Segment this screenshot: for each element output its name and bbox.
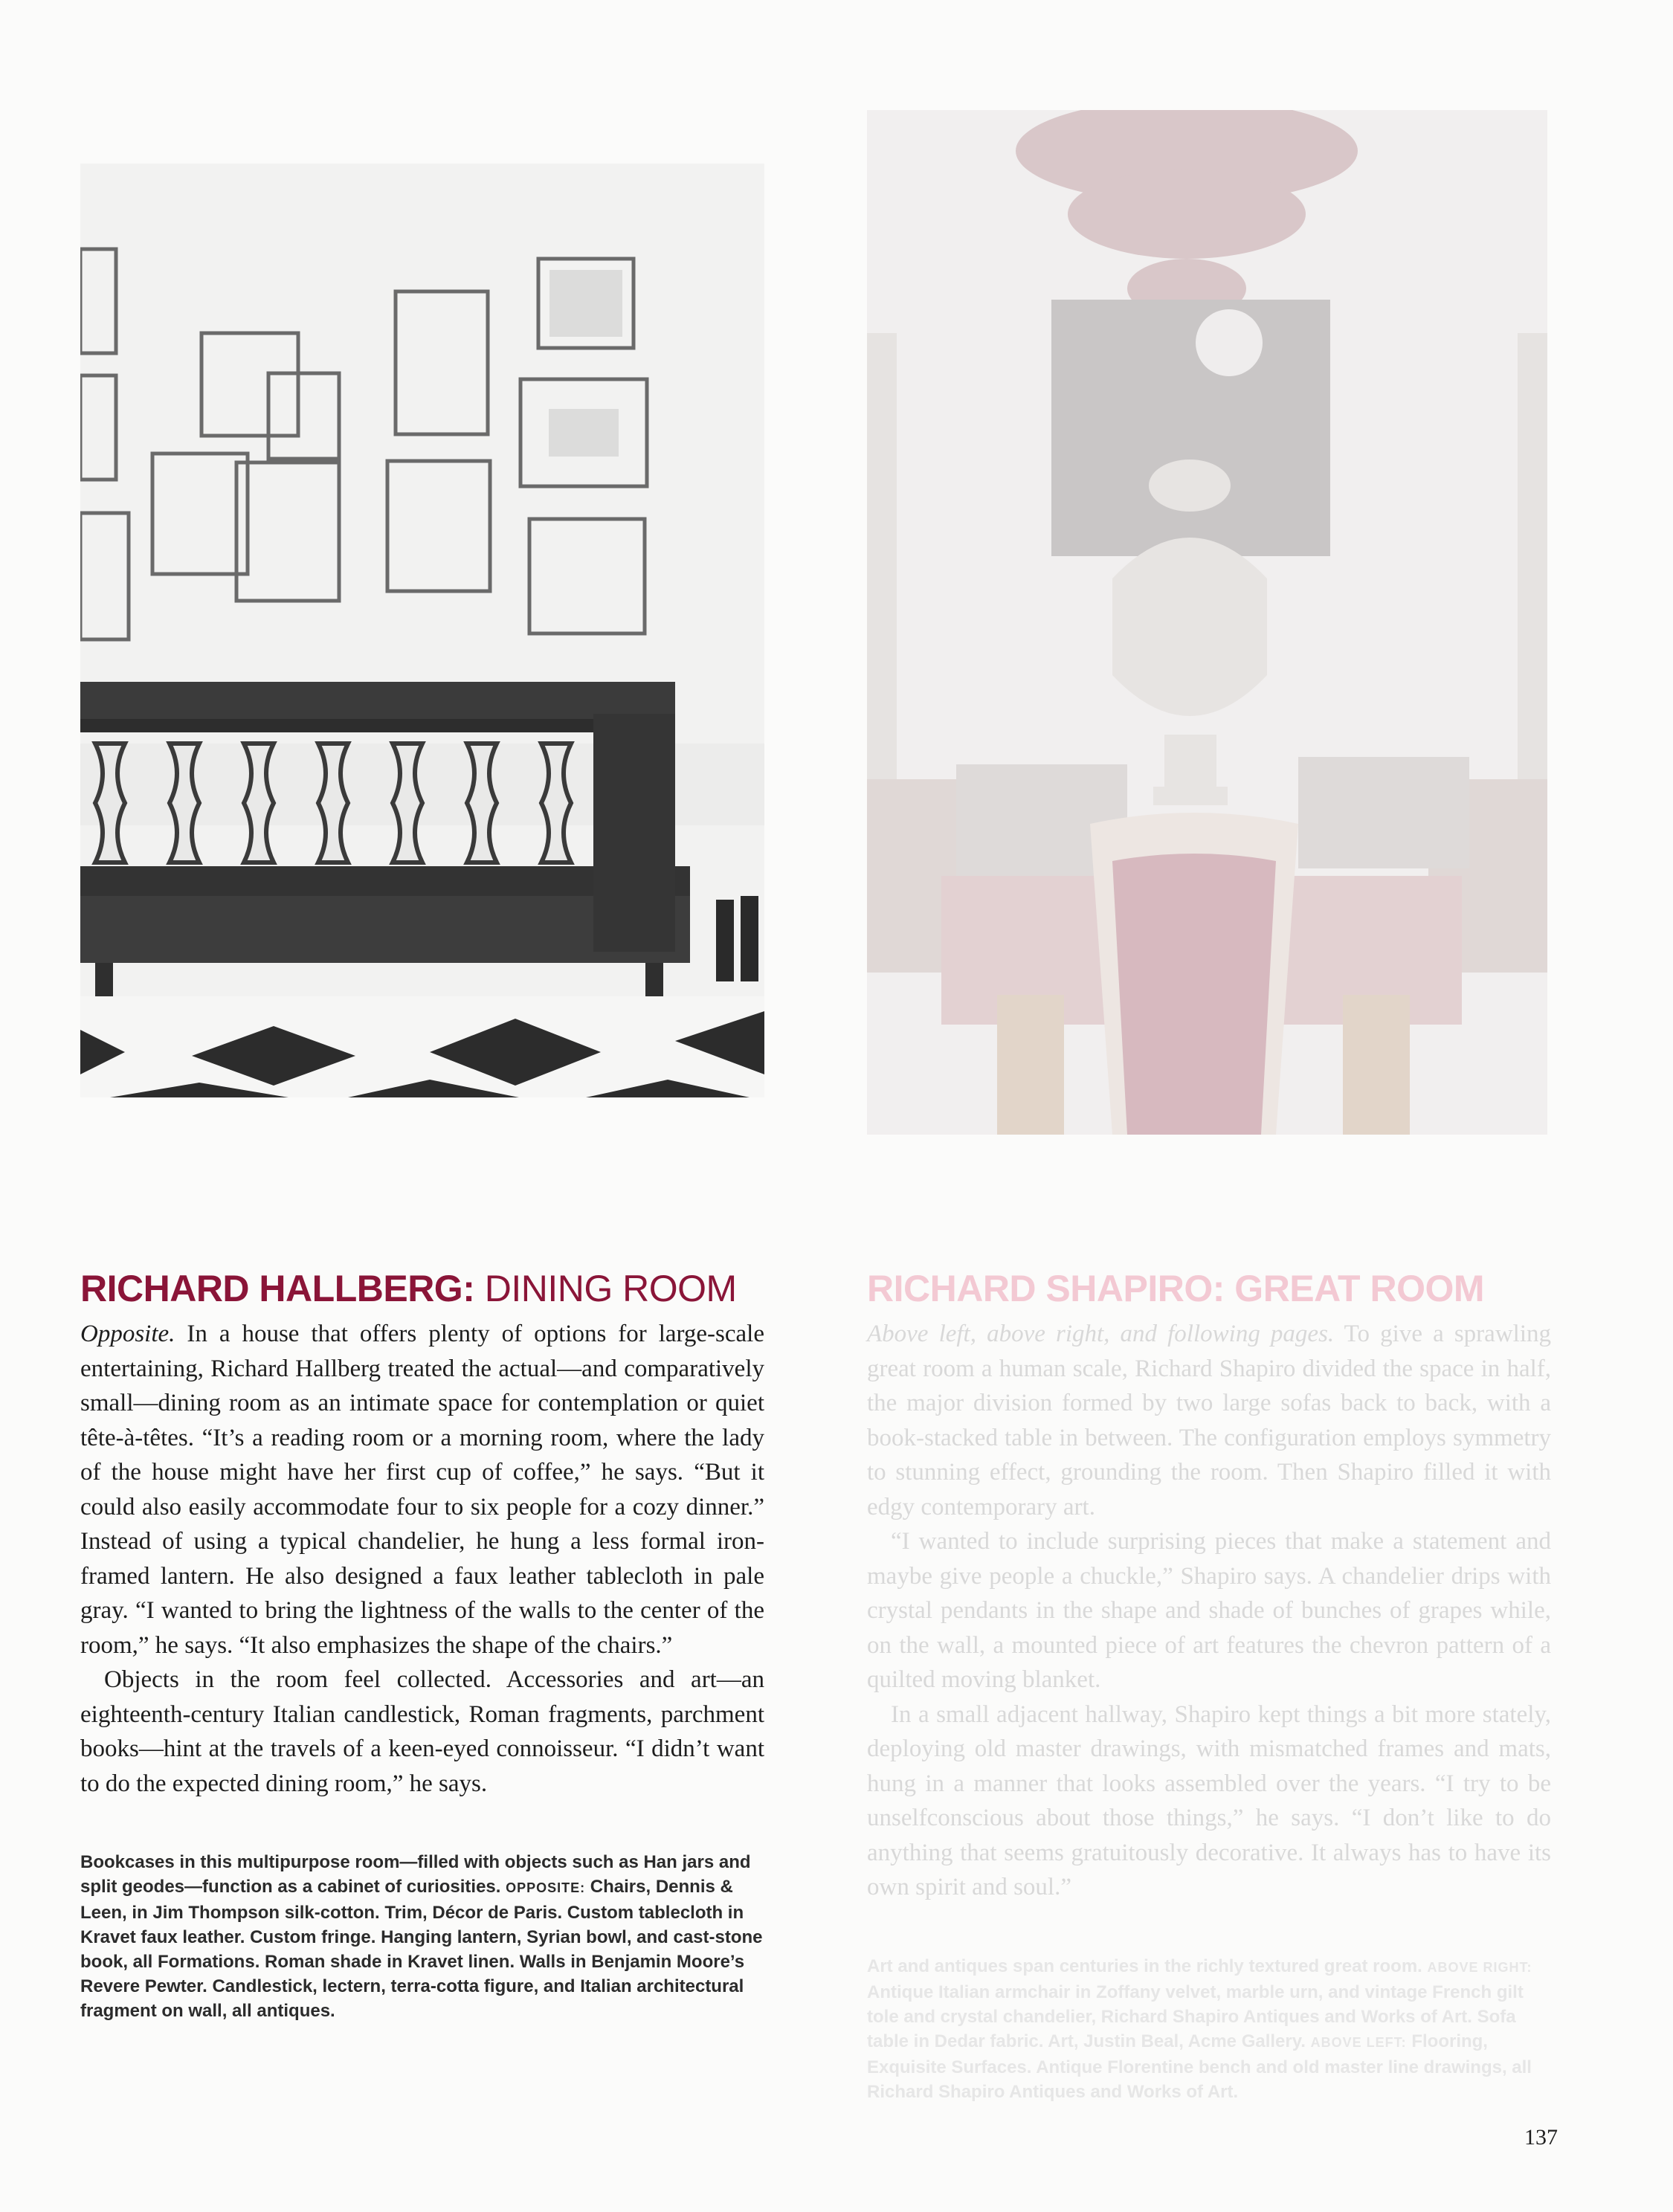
shapiro-lead: Above left, above right, and following pages.	[867, 1321, 1335, 1347]
hallberg-body	[80, 1317, 764, 1801]
hallberg-heading	[80, 1268, 764, 1309]
photo-hallway-bench	[80, 164, 764, 1097]
hallberg-lead: Opposite.	[80, 1321, 175, 1347]
shapiro-heading	[867, 1268, 1551, 1309]
hallberg-caption-a: Bookcases in this multipurpose room—filled with objects such as Han jars and split geodes—function as a cabinet of curiosities.	[80, 1852, 751, 1897]
shapiro-designer: RICHARD SHAPIRO:	[867, 1268, 1225, 1309]
hallberg-paragraph-2: Objects in the room feel collected. Accessories and art—an eighteenth-century Italian candlestick, Roman fragments, parchment books—hint at the travels of a keen-eyed connoisseur. “I didn’t want to do the expected dining room,” he says.	[80, 1666, 764, 1797]
hallberg-room: DINING ROOM	[474, 1268, 737, 1309]
shapiro-caption-a: Art and antiques span centuries in the richly textured great room.	[867, 1955, 1428, 1976]
shapiro-paragraph-3: In a small adjacent hallway, Shapiro kept things a bit more stately, deploying old master drawings, with mismatched frames and mats, hung in a manner that looks assembled over the years. “I try to be unselfconscious about those things,” he says. “I don’t like to do anything that seems gratuitously decorative. It always has to have its own spirit and soul.”	[867, 1700, 1551, 1900]
shapiro-p1-text: To give a sprawling great room a human scale, Richard Shapiro divided the space in half, the major division formed by two large sofas back to back, with a book-stacked table in between. The configuration employs symmetry to stunning effect, grounding the room. Then Shapiro filled it with edgy contemporary art.	[867, 1321, 1551, 1521]
shapiro-column	[867, 1268, 1551, 2104]
shapiro-caption	[867, 1954, 1551, 2104]
hallberg-caption	[80, 1850, 764, 2023]
shapiro-paragraph-2: “I wanted to include surprising pieces that make a statement and maybe give people a chuckle,” Shapiro says. A chandelier drips with crystal pendants in the shape and shade of bunches of grapes while, on the wall, a mounted piece of art features the chevron pattern of a quilted moving blanket.	[867, 1528, 1551, 1693]
hallberg-column	[80, 1268, 764, 2023]
shapiro-caption-label-2: ABOVE LEFT:	[1310, 2034, 1407, 2050]
great-room-illustration	[867, 110, 1547, 1135]
shapiro-caption-c: Flooring, Exquisite Surfaces. Antique Florentine bench and old master line drawings, all Richard Shapiro Antiques and Works of Art.	[867, 2031, 1532, 2102]
hallberg-caption-label: OPPOSITE:	[506, 1880, 586, 1895]
hallberg-caption-b: Chairs, Dennis & Leen, in Jim Thompson silk-cotton. Trim, Décor de Paris. Custom tablecloth in Kravet faux leather. Custom fringe. Hanging lantern, Syrian bowl, and cast-stone book, all Formations. Roman shade in Kravet linen. Walls in Benjamin Moore’s Revere Pewter. Candlestick, lectern, terra-cotta figure, and Italian architectural fragment on wall, all antiques.	[80, 1877, 763, 2021]
page-number: 137	[1524, 2125, 1558, 2150]
shapiro-caption-b: Antique Italian armchair in Zoffany velvet, marble urn, and vintage French gilt tole and crystal chandelier, Richard Shapiro Antiques and Works of Art. Sofa table in Dedar fabric. Art, Justin Beal, Acme Gallery.	[867, 1982, 1524, 2051]
shapiro-body	[867, 1317, 1551, 1905]
shapiro-room: GREAT ROOM	[1224, 1268, 1485, 1309]
hallberg-designer: RICHARD HALLBERG:	[80, 1268, 475, 1309]
hallberg-paragraph-1	[80, 1317, 764, 1663]
shapiro-caption-label-1: ABOVE RIGHT:	[1427, 1959, 1532, 1975]
hallway-illustration	[80, 164, 764, 1097]
hallberg-p1-text: In a house that offers plenty of options for large-scale entertaining, Richard Hallberg treated the actual—and comparatively small—dining room as an intimate space for contemplation or quiet tête-à-têtes. “It’s a reading room or a morning room, where the lady of the house might have her first cup of coffee,” he says. “But it could also easily accommodate four to six people for a cozy dinner.” Instead of using a typical chandelier, he hung a less formal iron-framed lantern. He also designed a faux leather tablecloth in pale gray. “I wanted to bring the lightness of the walls to the center of the room,” he says. “It also emphasizes the shape of the chairs.”	[80, 1321, 764, 1659]
photo-great-room-armchair	[867, 110, 1547, 1135]
shapiro-paragraph-1	[867, 1317, 1551, 1524]
